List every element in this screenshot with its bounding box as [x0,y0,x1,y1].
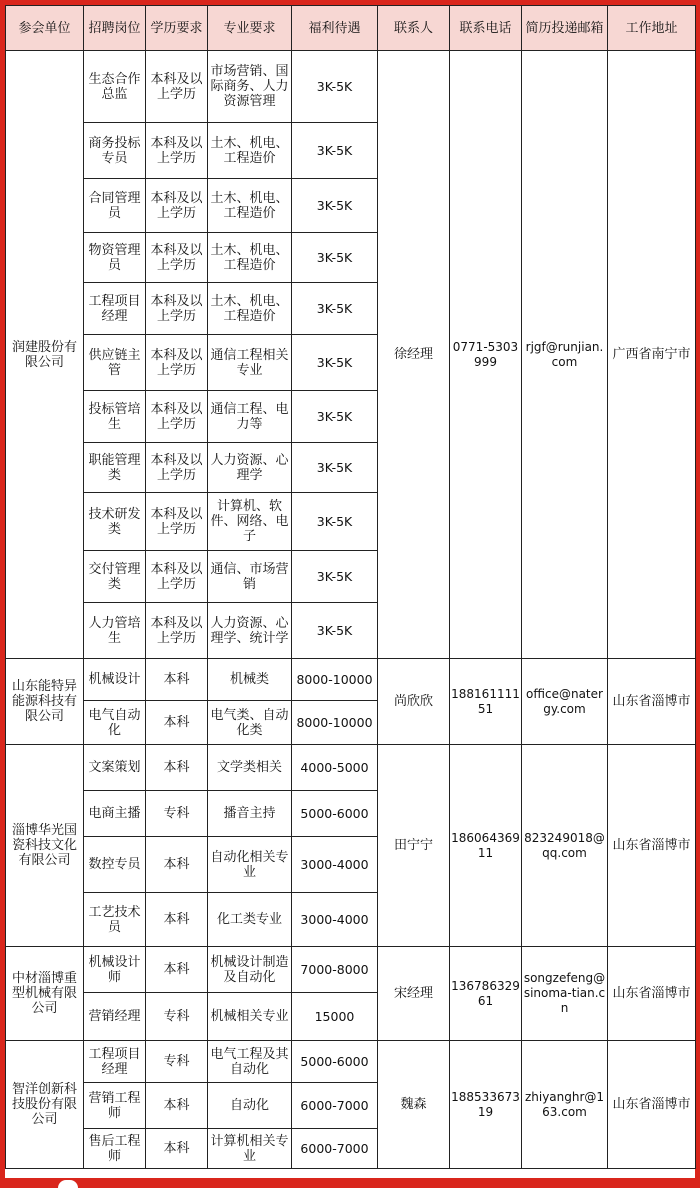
job-title: 机械设计 [84,659,146,701]
job-major: 播音主持 [208,791,292,837]
header-email: 简历投递邮箱 [522,6,608,51]
job-title: 技术研发类 [84,493,146,551]
job-major: 化工类专业 [208,893,292,947]
contact-person: 魏森 [378,1041,450,1169]
contact-phone: 18816111151 [450,659,522,745]
job-salary: 6000-7000 [292,1083,378,1129]
contact-phone: 18606436911 [450,745,522,947]
resume-email: songzefeng@sinoma-tian.cn [522,947,608,1041]
table-row [6,659,696,701]
job-major: 通信工程相关专业 [208,335,292,391]
footer-banner [0,1178,700,1188]
job-major: 机械类 [208,659,292,701]
job-salary: 3K-5K [292,443,378,493]
resume-email: 823249018@qq.com [522,745,608,947]
job-salary: 15000 [292,993,378,1041]
job-major: 机械相关专业 [208,993,292,1041]
contact-phone: 13678632961 [450,947,522,1041]
job-salary: 4000-5000 [292,745,378,791]
contact-person: 田宁宁 [378,745,450,947]
job-major: 计算机相关专业 [208,1129,292,1169]
footer-decoration [58,1180,78,1188]
job-education: 本科 [146,1129,208,1169]
contact-person: 尚欣欣 [378,659,450,745]
job-salary: 8000-10000 [292,659,378,701]
table-row [6,947,696,993]
header-phone: 联系电话 [450,6,522,51]
work-address: 广西省南宁市 [608,51,696,659]
job-major: 机械设计制造及自动化 [208,947,292,993]
header-company: 参会单位 [6,6,84,51]
job-title: 供应链主管 [84,335,146,391]
job-title: 工程项目经理 [84,283,146,335]
job-salary: 3K-5K [292,283,378,335]
job-major: 土木、机电、工程造价 [208,123,292,179]
job-major: 自动化相关专业 [208,837,292,893]
company-name: 山东能特异能源科技有限公司 [6,659,84,745]
header-row [6,6,696,51]
resume-email: office@natergy.com [522,659,608,745]
job-education: 本科及以上学历 [146,335,208,391]
job-education: 本科 [146,659,208,701]
job-education: 本科及以上学历 [146,233,208,283]
job-education: 本科 [146,745,208,791]
contact-phone: 0771-5303999 [450,51,522,659]
job-title: 数控专员 [84,837,146,893]
work-address: 山东省淄博市 [608,947,696,1041]
job-salary: 3K-5K [292,493,378,551]
job-title: 职能管理类 [84,443,146,493]
job-title: 工程项目经理 [84,1041,146,1083]
company-name: 润建股份有限公司 [6,51,84,659]
job-salary: 3000-4000 [292,837,378,893]
job-major: 电气工程及其自动化 [208,1041,292,1083]
job-title: 投标管培生 [84,391,146,443]
job-salary: 7000-8000 [292,947,378,993]
job-title: 商务投标专员 [84,123,146,179]
job-salary: 3K-5K [292,233,378,283]
job-education: 本科及以上学历 [146,493,208,551]
job-education: 本科 [146,701,208,745]
job-title: 机械设计师 [84,947,146,993]
header-salary: 福利待遇 [292,6,378,51]
job-salary: 3K-5K [292,51,378,123]
job-title: 营销经理 [84,993,146,1041]
job-education: 专科 [146,791,208,837]
job-education: 专科 [146,993,208,1041]
job-major: 市场营销、国际商务、人力资源管理 [208,51,292,123]
job-salary: 3K-5K [292,179,378,233]
job-title: 售后工程师 [84,1129,146,1169]
job-salary: 3K-5K [292,603,378,659]
job-title: 工艺技术员 [84,893,146,947]
job-salary: 3K-5K [292,551,378,603]
job-education: 本科及以上学历 [146,283,208,335]
job-salary: 5000-6000 [292,1041,378,1083]
contact-person: 宋经理 [378,947,450,1041]
work-address: 山东省淄博市 [608,1041,696,1169]
job-education: 本科 [146,893,208,947]
table-row [6,745,696,791]
recruitment-sheet [5,5,695,1178]
resume-email: rjgf@runjian.com [522,51,608,659]
job-education: 本科 [146,1083,208,1129]
job-salary: 3000-4000 [292,893,378,947]
job-major: 自动化 [208,1083,292,1129]
header-position: 招聘岗位 [84,6,146,51]
job-major: 土木、机电、工程造价 [208,283,292,335]
job-education: 本科及以上学历 [146,551,208,603]
contact-phone: 18853367319 [450,1041,522,1169]
job-salary: 3K-5K [292,123,378,179]
job-education: 本科及以上学历 [146,391,208,443]
job-education: 本科 [146,947,208,993]
job-salary: 6000-7000 [292,1129,378,1169]
contact-person: 徐经理 [378,51,450,659]
job-major: 人力资源、心理学 [208,443,292,493]
job-salary: 3K-5K [292,335,378,391]
company-name: 中材淄博重型机械有限公司 [6,947,84,1041]
job-education: 本科 [146,837,208,893]
job-major: 通信工程、电力等 [208,391,292,443]
job-major: 土木、机电、工程造价 [208,179,292,233]
work-address: 山东省淄博市 [608,745,696,947]
header-contact: 联系人 [378,6,450,51]
job-major: 计算机、软件、网络、电子 [208,493,292,551]
job-education: 专科 [146,1041,208,1083]
work-address: 山东省淄博市 [608,659,696,745]
recruitment-table [5,5,696,1169]
job-title: 交付管理类 [84,551,146,603]
header-major: 专业要求 [208,6,292,51]
job-salary: 8000-10000 [292,701,378,745]
job-title: 文案策划 [84,745,146,791]
job-major: 文学类相关 [208,745,292,791]
job-education: 本科及以上学历 [146,51,208,123]
company-name: 淄博华光国瓷科技文化有限公司 [6,745,84,947]
job-major: 电气类、自动化类 [208,701,292,745]
header-education: 学历要求 [146,6,208,51]
job-education: 本科及以上学历 [146,179,208,233]
resume-email: zhiyanghr@163.com [522,1041,608,1169]
job-title: 物资管理员 [84,233,146,283]
job-major: 人力资源、心理学、统计学 [208,603,292,659]
job-title: 电商主播 [84,791,146,837]
job-title: 生态合作总监 [84,51,146,123]
job-title: 营销工程师 [84,1083,146,1129]
job-major: 土木、机电、工程造价 [208,233,292,283]
table-row [6,1041,696,1083]
table-row [6,51,696,123]
company-name: 智洋创新科技股份有限公司 [6,1041,84,1169]
job-title: 电气自动化 [84,701,146,745]
job-education: 本科及以上学历 [146,443,208,493]
job-education: 本科及以上学历 [146,603,208,659]
header-address: 工作地址 [608,6,696,51]
job-title: 合同管理员 [84,179,146,233]
job-education: 本科及以上学历 [146,123,208,179]
job-salary: 5000-6000 [292,791,378,837]
job-salary: 3K-5K [292,391,378,443]
job-major: 通信、市场营销 [208,551,292,603]
job-title: 人力管培生 [84,603,146,659]
